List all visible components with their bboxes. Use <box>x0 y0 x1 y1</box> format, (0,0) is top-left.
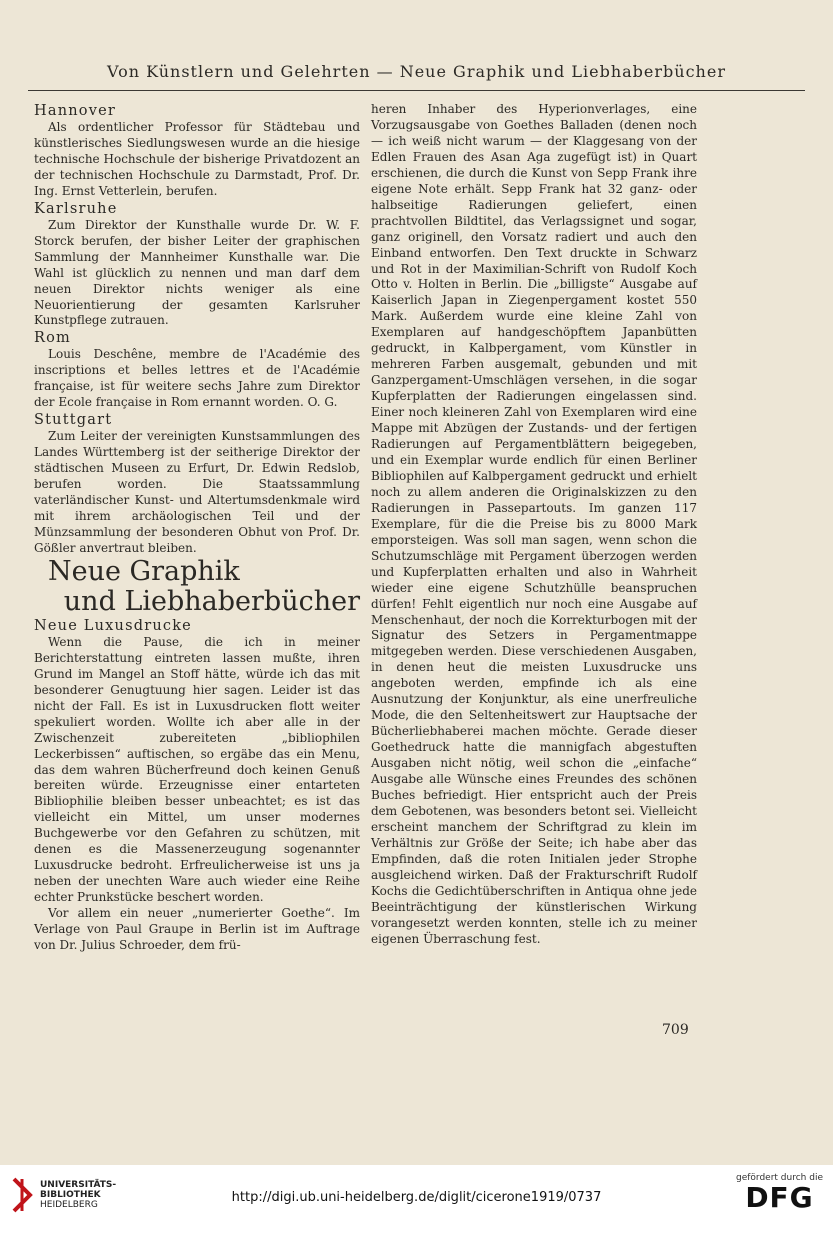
paragraph-hannover: Als ordentlicher Professor für Städtebau und künstlerisches Siedlungswesen wurde an die hiesige technische Hochschule der bisherige Privatdozent an der technischen Hochschule zu Darmstadt, Prof. Dr. Ing. Ernst Vetterlein, berufen. <box>34 120 360 198</box>
header-rule <box>28 90 805 91</box>
section-heading-karlsruhe: Karlsruhe <box>34 200 118 217</box>
permalink-url[interactable]: http://digi.ub.uni-heidelberg.de/diglit/cicerone1919/0737 <box>231 1190 602 1205</box>
left-column <box>34 102 360 954</box>
section-heading-hannover: Hannover <box>34 103 117 119</box>
article-title-line-2: und Liebhaberbücher <box>63 585 360 617</box>
section-heading-rom: Rom <box>34 330 71 347</box>
page-number: 709 <box>662 1022 689 1038</box>
paragraph-goethe: Vor allem ein neuer „numerierter Goethe“. Im Verlage von Paul Graupe in Berlin ist im Auftrage von Dr. Julius Schroeder, dem frü- <box>34 906 360 952</box>
section-heading-luxusdrucke: Neue Luxusdrucke <box>34 617 192 634</box>
paragraph-karlsruhe: Zum Direktor der Kunsthalle wurde Dr. W. F. Storck berufen, der bisher Leiter der graphischen Sammlung der Mannheimer Kunsthalle war. Die Wahl ist glücklich zu nennen und man darf dem neuen Direktor nichts weniger als eine Neuorientierung der gesamten Karlsruher Kunstpflege zutrauen. <box>34 217 360 328</box>
running-head: Von Künstlern und Gelehrten — Neue Graphik und Liebhaberbücher <box>107 62 726 81</box>
funder-caption: gefördert durch die <box>736 1173 823 1183</box>
viewer-footer <box>0 1165 833 1233</box>
library-name-line-1: UNIVERSITÄTS- <box>40 1180 117 1190</box>
paragraph-stuttgart: Zum Leiter der vereinigten Kunstsammlungen des Landes Württemberg ist der seitherige Direktor der städtischen Museen zu Erfurt, Dr. Edwin Redslob, berufen worden. Die Staatssammlung vaterländischer Kunst- und Altertumsdenkmale wird mit ihrem archäologischen Teil und der Münzsammlung der besonderen Obhut von Prof. Dr. Gößler anvertraut bleiben. <box>34 429 360 555</box>
dfg-logo[interactable] <box>736 1173 823 1213</box>
right-column <box>371 102 697 948</box>
paragraph-rom: Louis Deschêne, membre de l'Académie des inscriptions et belles lettres et de l'Académie française, ist für weitere sechs Jahre zum Direktor der Ecole française in Rom ernannt worden. O. G. <box>34 347 360 410</box>
paragraph-luxusdrucke: Wenn die Pause, die ich in meiner Berichterstattung eintreten lassen mußte, ihren Grund im Mangel an Stoff hätte, würde ich das mit besonderer Genugtuung hier sagen. Leider ist das nicht der Fall. Es ist in Luxusdrucken flott weiter spekuliert worden. Wollte ich aber alle in der Zwischenzeit zubereiteten „bibliophilen Leckerbissen“ auftischen, so ergäbe das ein Menu, das dem wahren Bücherfreund doch keinen Genuß bereiten würde. Erzeugnisse einer entarteten Bibliophilie bleiben besser unbeachtet; es ist das vielleicht ein Mittel, um unser modernes Buchgewerbe vor den Gefahren zu schützen, mit denen es die Massenerzeugung sogenannter Luxusdrucke bedroht. Erfreulicherweise ist uns ja neben der unechten Ware auch wieder eine Reihe echter Prunkstücke beschert worden. <box>34 634 360 905</box>
library-name-line-3: HEIDELBERG <box>40 1200 98 1210</box>
paragraph-balladen: heren Inhaber des Hyperionverlages, eine Vorzugsausgabe von Goethes Balladen (denen noch — ich weiß nicht warum — der Klaggesang von der Edlen Frauen des Asan Aga zugefügt ist) in Quart erschienen, die durch die Kunst von Sepp Frank ihre eigene Note erhält. Sepp Frank hat 32 ganz- oder halbseitige Radierungen geliefert, einen prachtvollen Bildtitel, das Verlagssignet und sogar, ganz originell, den Vorsatz radiert und auch den Einband entworfen. Den Text druckte in Schwarz und Rot in der Maximilian-Schrift von Rudolf Koch Otto v. Holten in Berlin. Die „billigste“ Ausgabe auf Kaiserlich Japan in Ziegenpergament kostet 550 Mark. Außerdem wurde eine kleine Zahl von Exemplaren auf handgeschöpftem Japanbütten gedruckt, in Kalbpergament, vom Künstler in mehreren Farben ausgemalt, gebunden und mit Ganzpergament-Umschlägen versehen, in die sogar Kupferplatten der Radierungen eingelassen sind. Einer noch kleineren Zahl von Exemplaren wird eine Mappe mit Abzügen der Zustands- und der fertigen Radierungen auf Pergamentblättern beigegeben, und ein Exemplar wurde endlich für einen Berliner Bibliophilen auf Kalbpergament gedruckt und erhielt noch zu allem anderen die Originalskizzen zu den Radierungen in Passepartouts. Im ganzen 117 Exemplare, für die die Preise bis zu 8000 Mark emporsteigen. Was soll man sagen, wenn schon die Schutzumschläge mit Pergament überzogen werden und Kupferplatten erhalten und also in Wahrheit wieder eine eigene Schutzhülle beanspruchen dürfen! Fehlt eigentlich nur noch eine Ausgabe auf Menschenhaut, der noch die Korrekturbogen mit der Signatur des Setzers in Pergamentmappe mitgegeben werden. Diese verschiedenen Ausgaben, in denen heut die meisten Luxusdrucke uns angeboten werden, empfinde ich als eine Ausnutzung der Konjunktur, als eine unerfreuliche Mode, die den Seltenheitswert zur Hauptsache der Bücherliebhaberei machen möchte. Gerade dieser Goethedruck hatte die mannigfach abgestuften Ausgaben nicht nötig, weil schon die „einfache“ Ausgabe alle Wünsche eines Freundes des schönen Buches befriedigt. Hier entspricht auch der Preis dem Gebotenen, was besonders betont sei. Vielleicht erscheint manchem der Schriftgrad zu klein im Verhältnis zur Größe der Seite; ich habe aber das Empfinden, daß die roten Initialen jeder Strophe ausgleichend wirken. Daß der Frakturschrift Rudolf Kochs die Gedichtüberschriften in Antiqua ohne jede Beeinträchtigung der künstlerischen Wirkung vorangesetzt werden konnten, stelle ich zu meiner eigenen Überraschung fest. <box>371 102 697 946</box>
article-title-line-1: Neue Graphik <box>48 555 240 587</box>
dfg-wordmark: DFG <box>745 1181 814 1214</box>
library-name-line-2: BIBLIOTHEK <box>40 1190 101 1200</box>
section-heading-stuttgart: Stuttgart <box>34 412 113 429</box>
